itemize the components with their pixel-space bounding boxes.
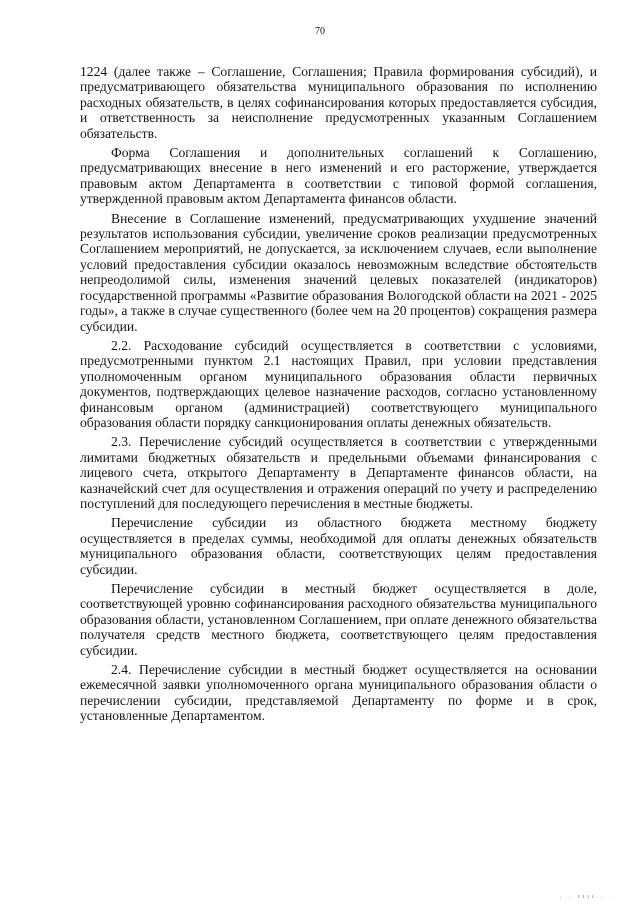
paragraph-5: 2.3. Перечисление субсидий осуществляется в соответствии с утвержденными лимитами бюджетных обязательств и предельными объемами финансирования с лицевого счета, открытого Департаменту в Департаменте финансов области, на казначейский счет для осуществления и отражения операций по учету и распределению поступлений для последующего перечисления в местные бюджеты. [80, 434, 597, 511]
paragraph-4: 2.2. Расходование субсидий осуществляется в соответствии с условиями, предусмотренными пунктом 2.1 настоящих Правил, при условии представления уполномоченным органом муниципального образования области первичных документов, подтверждающих целевое назначение расходов, согласно установленному финансовым органом (администрацией) соответствующего муниципального образования области порядку санкционирования оплаты денежных обязательств. [80, 337, 597, 430]
scan-marks: . . ıııı . . [560, 894, 615, 900]
paragraph-3: Внесение в Соглашение изменений, предусматривающих ухудшение значений результатов использования субсидии, увеличение сроков реализации предусмотренных Соглашением мероприятий, не допускается, за исключением случаев, если выполнение условий предоставления субсидии оказалось невозможным вследствие обстоятельств непреодолимой силы, изменения значений целевых показателей (индикаторов) государственной программы «Развитие образования Вологодской области на 2021 - 2025 годы», а также в случае существенного (более чем на 20 процентов) сокращения размера субсидии. [80, 210, 597, 334]
paragraph-1: 1224 (далее также – Соглашение, Соглашения; Правила формирования субсидий), и предусматривающего обязательства муниципального образования по исполнению расходных обязательств, в целях софинансирования которых предоставляется субсидия, и ответственность за неисполнение предусмотренных указанным Соглашением обязательств. [80, 64, 597, 141]
document-body [80, 64, 597, 724]
paragraph-2: Форма Соглашения и дополнительных соглашений к Соглашению, предусматривающих внесение в него изменений и его расторжение, утверждается правовым актом Департамента в соответствии с типовой формой соглашения, утвержденной правовым актом Департамента финансов области. [80, 145, 597, 207]
paragraph-6: Перечисление субсидии из областного бюджета местному бюджету осуществляется в пределах суммы, необходимой для оплаты денежных обязательств муниципального образования области, соответствующих целям предоставления субсидии. [80, 515, 597, 577]
page-number: 70 [315, 26, 325, 37]
paragraph-7: Перечисление субсидии в местный бюджет осуществляется в доле, соответствующей уровню софинансирования расходного обязательства муниципального образования области, установленном Соглашением, при оплате денежного обязательства получателя средств местного бюджета, соответствующего целям предоставления субсидии. [80, 581, 597, 658]
paragraph-8: 2.4. Перечисление субсидии в местный бюджет осуществляется на основании ежемесячной заявки уполномоченного органа муниципального образования области о перечислении субсидии, представляемой Департаменту по форме и в срок, установленные Департаментом. [80, 662, 597, 724]
